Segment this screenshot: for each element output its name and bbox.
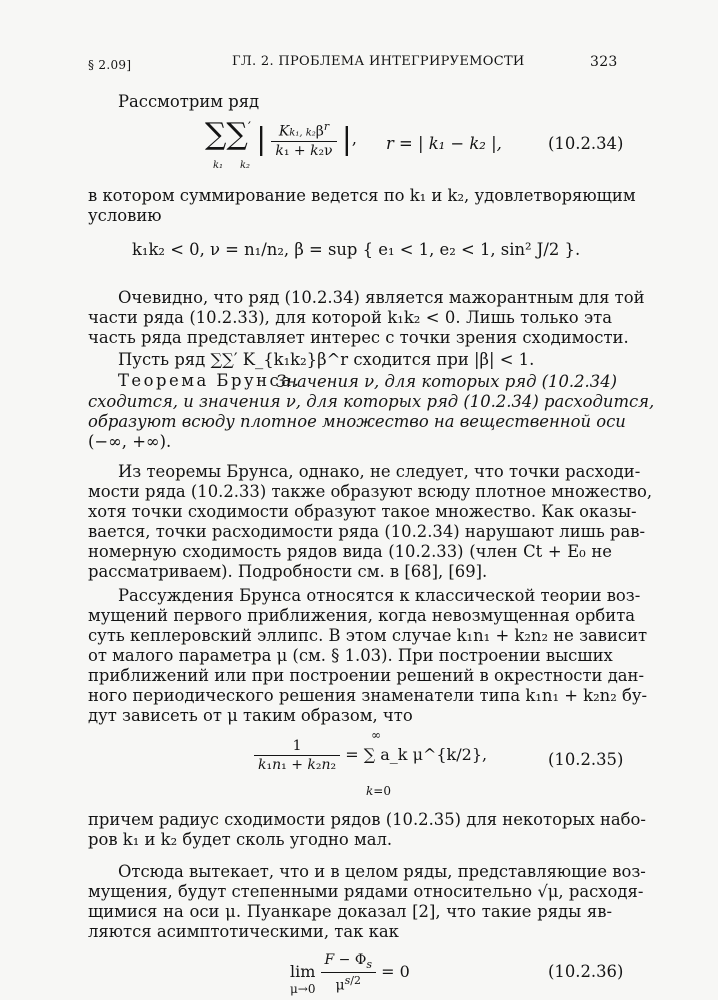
text-line: мущения, будут степенными рядами относительно √μ, расходя- xyxy=(88,882,644,901)
text-line: Рассуждения Брунса относятся к классической теории воз- xyxy=(118,586,641,605)
sum-upper-limit: ∞ xyxy=(371,728,381,742)
text-line: мущений первого приближения, когда невозмущенная орбита xyxy=(88,606,636,625)
theorem-text: сходится, и значения ν, для которых ряд (10.2.34) расходится, xyxy=(88,392,655,411)
equation-number-36: (10.2.36) xyxy=(548,962,624,981)
text-line: мости ряда (10.2.33) также образуют всюду плотное множество, xyxy=(88,482,653,501)
text-line: от малого параметра μ (см. § 1.03). При построении высших xyxy=(88,646,613,665)
equation-35-rhs: = ∑ a_k μ^{k/2}, xyxy=(345,745,488,764)
intro-line: Рассмотрим ряд xyxy=(118,92,260,111)
text-line: в котором суммирование ведется по k₁ и k₂, удовлетворяющим xyxy=(88,186,636,205)
text-line: щимися на оси μ. Пуанкаре доказал [2], что такие ряды яв- xyxy=(88,902,612,921)
limit-subscript: μ→0 xyxy=(290,982,316,996)
text-line: хотя точки сходимости образуют такое множество. Как оказы- xyxy=(88,502,637,521)
text-line: рассматриваем). Подробности см. в [68], [69]. xyxy=(88,562,488,581)
equation-10-2-34: ∑∑′ | $\frac{Kk_1, k_2\beta^r}{\text{k₁ + k₂ν}}$ |, xyxy=(205,117,357,159)
theorem-text: образуют всюду плотное множество на вещественной оси xyxy=(88,412,626,431)
equation-number-35: (10.2.35) xyxy=(548,750,624,769)
sum-index-k2: k₂ xyxy=(240,160,251,171)
text-line: причем радиус сходимости рядов (10.2.35) для некоторых набо- xyxy=(88,810,646,829)
text-line: вается, точки расходимости ряда (10.2.34) нарушают лишь рав- xyxy=(88,522,646,541)
equation-10-2-36: lim $\frac{F - \Phi_s}{\mu^{s/2}}$ = 0 xyxy=(290,952,410,994)
text-line: приближений или при построении решений в окрестности дан- xyxy=(88,666,645,685)
text-line: условию xyxy=(88,206,162,225)
text-line: дут зависеть от μ таким образом, что xyxy=(88,706,413,725)
text-line: суть кеплеровский эллипс. В этом случае k₁n₁ + k₂n₂ не зависит xyxy=(88,626,648,645)
text-line: часть ряда представляет интерес с точки зрения сходимости. xyxy=(88,328,629,347)
theorem-text: (−∞, +∞). xyxy=(88,432,172,451)
equation-number-34: (10.2.34) xyxy=(548,134,624,153)
sum-lower-limit: k=0 xyxy=(366,784,391,798)
text-line: Очевидно, что ряд (10.2.34) является мажорантным для той xyxy=(118,288,645,307)
theorem-text: Значения ν, для которых ряд (10.2.34) xyxy=(276,372,618,391)
theorem-label: Теорема Брунса. xyxy=(118,371,302,390)
equation-10-2-35: $\frac{1}{\text{k₁n₁ + k₂n₂}}$ = ∑ a_k μ^{k/2}, xyxy=(254,738,487,773)
text-line: ров k₁ и k₂ будет сколь угодно мал. xyxy=(88,830,393,849)
text-line: части ряда (10.2.33), для которой k₁k₂ < 0. Лишь только эта xyxy=(88,308,612,327)
page-number: 323 xyxy=(590,54,618,70)
text-line: номерную сходимость рядов вида (10.2.33) (член Ct + E₀ не xyxy=(88,542,612,561)
condition-equation: k₁k₂ < 0, ν = n₁/n₂, β = sup { e₁ < 1, e₂ < 1, sin² J/2 }. xyxy=(132,240,581,259)
text-line: Отсюда вытекает, что и в целом ряды, представляющие воз- xyxy=(118,862,646,881)
sum-index-k1: k₁ xyxy=(213,160,224,171)
text-line: ного периодического решения знаменатели типа k₁n₁ + k₂n₂ бу- xyxy=(88,686,648,705)
equation-r-def: r = | k₁ − k₂ |, xyxy=(386,134,502,153)
section-ref: § 2.09] xyxy=(88,58,132,72)
text-line: Пусть ряд ∑∑′ K_{k₁k₂}β^r сходится при |β| < 1. xyxy=(118,350,535,369)
text-line: ляются асимптотическими, так как xyxy=(88,922,399,941)
running-title: ГЛ. 2. ПРОБЛЕМА ИНТЕГРИРУЕМОСТИ xyxy=(232,54,525,69)
text-line: Из теоремы Брунса, однако, не следует, что точки расходи- xyxy=(118,462,641,481)
